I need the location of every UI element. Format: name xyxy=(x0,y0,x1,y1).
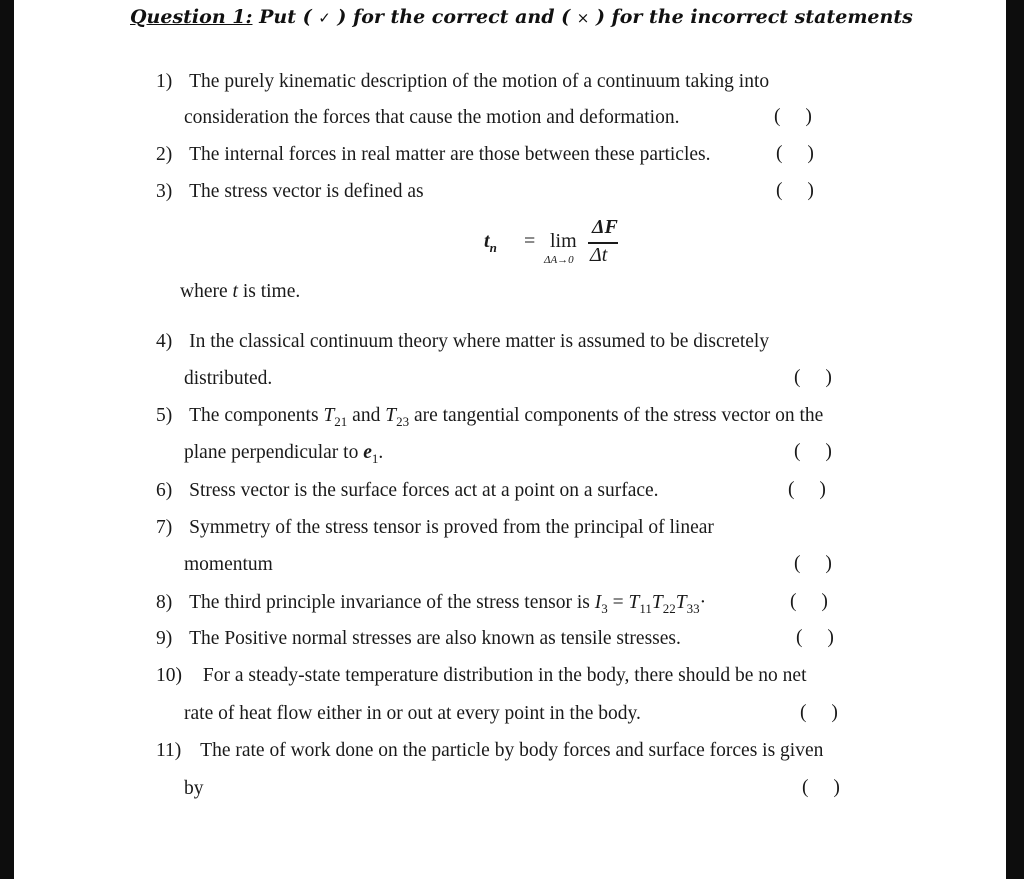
question-label: Question 1: xyxy=(130,6,253,28)
answer-blank-11[interactable]: ( ) xyxy=(802,777,850,798)
item-5-line-1: 5) The components $T_{21}$ and $T_{23}$ are tangential components of the stress vector on the xyxy=(156,405,824,429)
item-1-line-1 xyxy=(156,70,769,94)
answer-blank-3[interactable]: ( ) xyxy=(776,180,824,201)
item-number: 8) xyxy=(156,592,173,613)
formula-lim: lim xyxy=(550,230,577,252)
item-4-line-1 xyxy=(156,330,769,354)
item-7-line-2: momentum xyxy=(184,554,273,575)
item-text: Stress vector is the surface forces act at a point on a surface. xyxy=(189,480,659,501)
item-10-line-1 xyxy=(156,664,807,688)
item-text: The internal forces in real matter are those between these particles. xyxy=(189,144,711,165)
item-8-line-1: 8) The third principle invariance of the stress tensor is $I_3 = T_{11}T_{22}T_{33}\cdot$ xyxy=(156,592,707,616)
item-4-line-2: distributed. xyxy=(184,368,273,389)
question-heading xyxy=(130,6,913,28)
item-number: 10) xyxy=(156,665,182,686)
item-text: The stress vector is defined as xyxy=(189,181,424,202)
item-number: 7) xyxy=(156,517,173,538)
worksheet-page xyxy=(14,0,1006,879)
item-7-line-1 xyxy=(156,516,714,540)
cross-symbol: × xyxy=(576,9,590,27)
item-number: 1) xyxy=(156,71,173,92)
instruction-put: Put ( xyxy=(259,6,312,28)
item-text: The purely kinematic description of the motion of a continuum taking into xyxy=(189,71,770,92)
item-number: 4) xyxy=(156,331,173,352)
item-text: Symmetry of the stress tensor is proved from the principal of linear xyxy=(189,517,714,538)
item-text: In the classical continuum theory where matter is assumed to be discretely xyxy=(189,331,770,352)
answer-blank-6[interactable]: ( ) xyxy=(788,479,836,500)
answer-blank-7[interactable]: ( ) xyxy=(794,553,842,574)
answer-blank-5[interactable]: ( ) xyxy=(794,441,842,462)
item-11-line-1 xyxy=(156,739,823,763)
item-9-line-1 xyxy=(156,627,681,651)
item-5-line-2: plane perpendicular to $e_1$. xyxy=(184,442,384,466)
item-1-line-2: consideration the forces that cause the motion and deformation. xyxy=(184,107,680,128)
item-3-line-1 xyxy=(156,180,424,204)
answer-blank-8[interactable]: ( ) xyxy=(790,591,838,612)
instruction-end: ) for the incorrect statements xyxy=(595,6,913,28)
formula-equals: = xyxy=(524,230,536,252)
instruction-mid: ) for the correct and ( xyxy=(337,6,571,28)
answer-blank-10[interactable]: ( ) xyxy=(800,702,848,723)
answer-blank-2[interactable]: ( ) xyxy=(776,143,824,164)
item-number: 2) xyxy=(156,144,173,165)
formula-numerator: ΔF xyxy=(592,216,618,238)
formula-lim-subscript: ΔA→0 xyxy=(544,254,574,266)
answer-blank-4[interactable]: ( ) xyxy=(794,367,842,388)
item-text: For a steady-state temperature distribution in the body, there should be no net xyxy=(202,665,807,686)
item-text: The rate of work done on the particle by body forces and surface forces is given xyxy=(200,740,824,761)
formula-denominator: Δt xyxy=(590,244,608,266)
item-11-line-2: by xyxy=(184,778,204,799)
where-t-is-time: where t is time. xyxy=(180,281,301,302)
check-symbol: ✓ xyxy=(318,9,331,27)
item-2-line-1 xyxy=(156,143,711,167)
item-text: The Positive normal stresses are also known as tensile stresses. xyxy=(189,628,681,649)
item-10-line-2: rate of heat flow either in or out at every point in the body. xyxy=(184,703,641,724)
item-number: 11) xyxy=(156,740,182,761)
answer-blank-9[interactable]: ( ) xyxy=(796,627,844,648)
item-number: 3) xyxy=(156,181,173,202)
answer-blank-1[interactable]: ( ) xyxy=(774,106,822,127)
item-number: 6) xyxy=(156,480,173,501)
stress-vector-formula xyxy=(480,218,640,274)
item-number: 5) xyxy=(156,405,173,426)
item-number: 9) xyxy=(156,628,173,649)
formula-lhs: $t_n$ xyxy=(484,230,497,255)
item-6-line-1 xyxy=(156,479,659,503)
